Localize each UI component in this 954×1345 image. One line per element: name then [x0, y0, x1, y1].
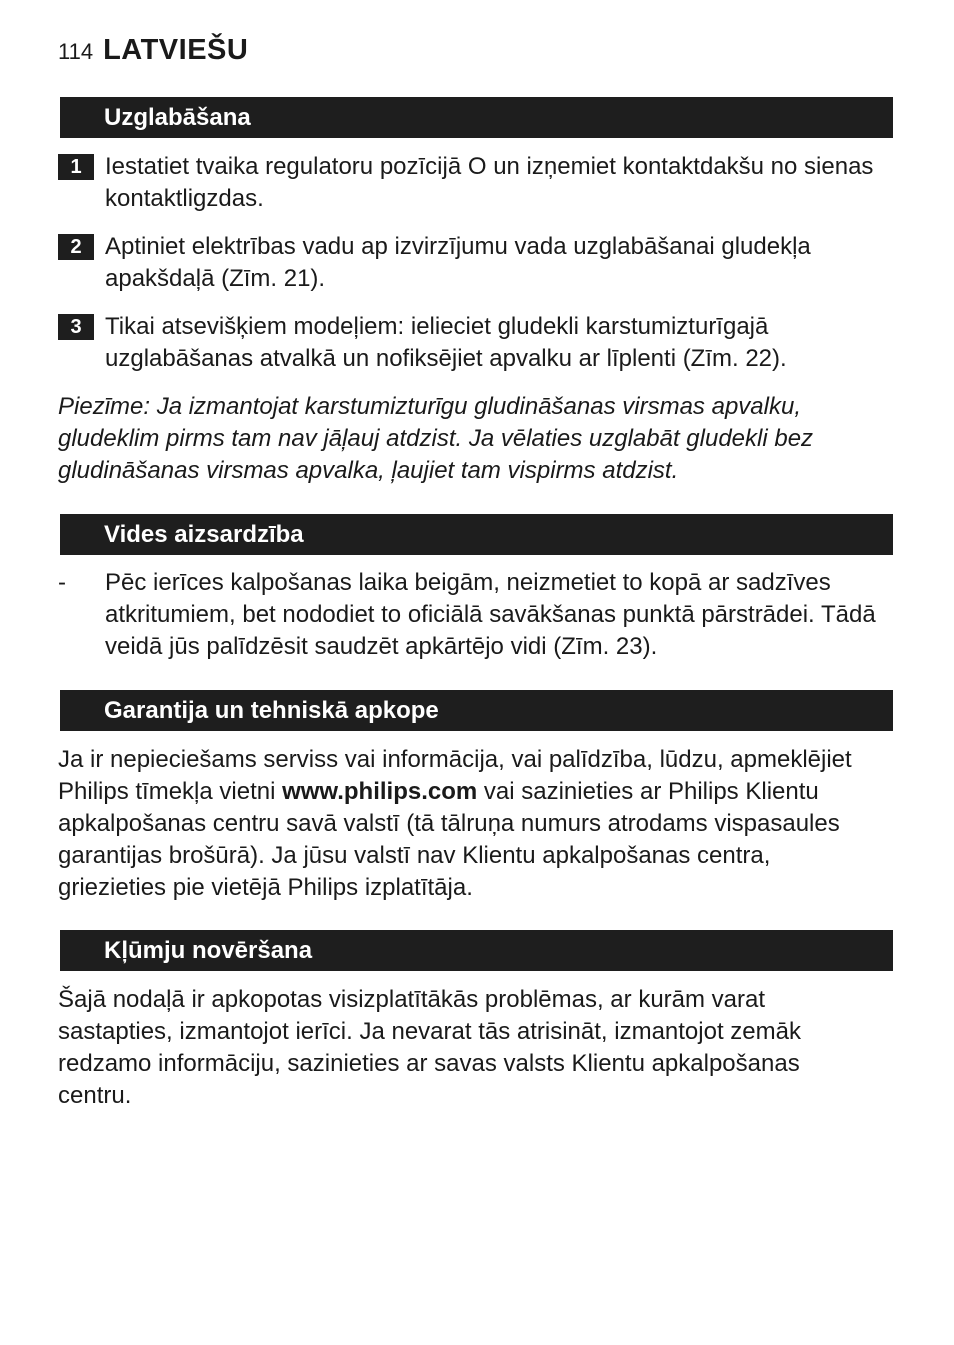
step-number-badge: 3 — [58, 314, 94, 340]
step-text: Iestatiet tvaika regulatoru pozīcijā O un izņemiet kontaktdakšu no sienas kontaktligzdas. — [105, 153, 874, 212]
section-heading-troubleshooting: Kļūmju novēršana — [60, 930, 893, 971]
section-heading-environment: Vides aizsardzība — [60, 514, 893, 555]
bullet-dash: - — [58, 569, 66, 596]
guarantee-text-before: Ja ir nepieciešams serviss vai informācija, vai palīdzība, lūdzu, apmeklējiet Philips tīmekļa vietni — [58, 746, 852, 805]
philips-website-link[interactable]: www.philips.com — [282, 778, 478, 805]
step-text: Tikai atsevišķiem modeļiem: ielieciet gludekli karstumizturīgajā uzglabāšanas atvalkā un nofiksējiet apvalku ar līplenti (Zīm. 22). — [105, 313, 787, 372]
storage-note: Piezīme: Ja izmantojat karstumizturīgu gludināšanas virsmas apvalku, gludeklim pirms tam nav jāļauj atdzist. Ja vēlaties uzglabāt gludekli bez gludināšanas virsmas apvalka, ļaujiet tam vispirms atdzist. — [58, 393, 814, 484]
bullet-text: Pēc ierīces kalpošanas laika beigām, neizmetiet to kopā ar sadzīves atkritumiem, bet nododiet to oficiālā savākšanas punktā pārstrādei. Tādā veidā jūs palīdzēsit saudzēt apkārtējo vidi (Zīm. 23). — [105, 569, 876, 660]
guarantee-text-after: vai sazinieties ar Philips Klientu apkalpošanas centru savā valstī (tā tālruņa numurs atrodams vispasaules garantijas brošūrā). Ja jūsu valstī nav Klientu apkalpošanas centra, griezieties pie vietējā Philips izplatītāja. — [58, 778, 840, 901]
page-language-title: LATVIEŠU — [103, 34, 249, 66]
page-header — [58, 34, 248, 67]
step-text: Aptiniet elektrības vadu ap izvirzījumu vada uzglabāšanai gludekļa apakšdaļā (Zīm. 21). — [105, 233, 811, 292]
page-number: 114 — [58, 39, 94, 64]
troubleshooting-paragraph: Šajā nodaļā ir apkopotas visizplatītākās problēmas, ar kurām varat sastapties, izmantojot ierīci. Ja nevarat tās atrisināt, izmantojot zemāk redzamo informāciju, sazinieties ar savas valsts Klientu apkalpošanas centru. — [58, 986, 801, 1109]
step-number-badge: 1 — [58, 154, 94, 180]
section-heading-storage: Uzglabāšana — [60, 97, 893, 138]
guarantee-paragraph — [58, 744, 878, 904]
step-number-badge: 2 — [58, 234, 94, 260]
section-heading-guarantee: Garantija un tehniskā apkope — [60, 690, 893, 731]
